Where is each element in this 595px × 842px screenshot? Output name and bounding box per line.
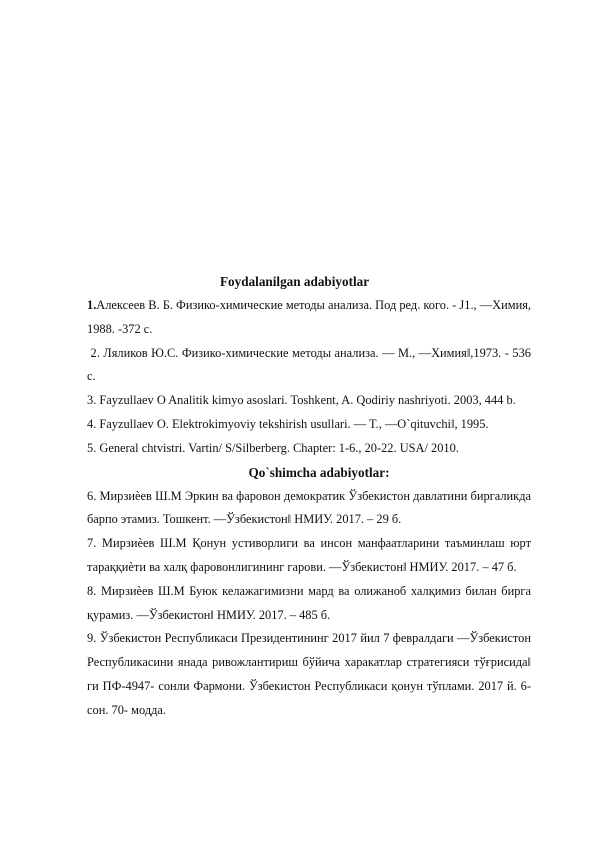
references-title: Foydalanilgan adabiyotlar — [220, 274, 370, 289]
reference-item-8: 8. Мирзиѐев Ш.М Буюк келажагимизни мард ва олижаноб халқимиз билан бирга қурамиз. ―Ўзбекистон‖ НМИУ. 2017. – 485 б. — [87, 583, 531, 622]
reference-number: 1. — [87, 298, 97, 312]
reference-item-1 — [87, 294, 531, 342]
reference-item-3: 3. Fayzullaev O Analitik kimyo asoslari. Toshkent, A. Qodiriy nashriyoti. 2003, 444 b. — [87, 393, 516, 408]
reference-item-4: 4. Fayzullaev O. Elektrokimyoviy tekshirish usullari. ― T., ―O`qituvchi‖, 1995. — [87, 416, 489, 431]
reference-item-7: 7. Мирзиѐев Ш.М Қонун устиворлиги ва инсон манфаатларини таъминлаш юрт тараққиѐти ва халқ фаровонлигининг гарови. ―Ўзбекистон‖ НМИУ. 2017. – 47 б. — [87, 536, 531, 574]
references-section — [87, 270, 535, 723]
reference-item-9: 9. Ўзбекистон Республикаси Президентининг 2017 йил 7 февралдаги ―Ўзбекистон Республикасини янада ривожлантириш бўйича харакатлар стратегияси тўғрисида‖ ги ПФ-4947- сонли Фармони. Ўзбекистон Республикаси қонун тўплами. 2017 й. 6-сон. 70- модда. — [87, 631, 531, 717]
reference-item-6: 6. Мирзиѐев Ш.М Эркин ва фаровон демократик Ўзбекистон давлатини биргаликда барпо этамиз. Тошкент. ―Ўзбекистон‖ НМИУ. 2017. – 29 б. — [87, 488, 531, 527]
reference-text: Алексеев В. Б. Физико-химические методы анализа. Под ред. кого. - J1., ―Химия, 1988. -372 с. — [87, 298, 531, 336]
reference-item-2: 2. Ляликов Ю.С. Физико-химические методы анализа. ― М., ―Химия‖,1973. - 536 с. — [87, 345, 535, 384]
additional-references-title: Qo`shimcha adabiyotlar: — [248, 464, 390, 480]
reference-item-5: 5. General chtvistri. Vartin/ S/Silberberg. Chapter: 1-6., 20-22. USA/ 2010. — [87, 440, 459, 455]
